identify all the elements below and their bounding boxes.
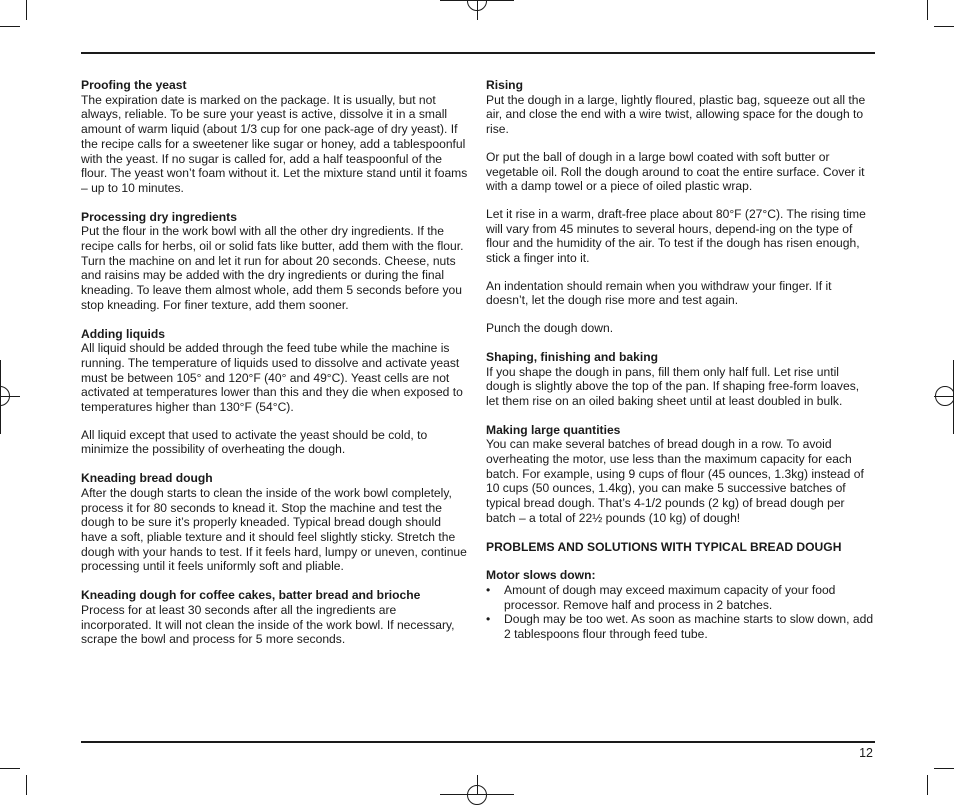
crop-mark [26,775,27,795]
paragraph: Put the flour in the work bowl with all the other dry ingredients. If the recipe calls for herbs, oil or solid fats like butter, add them with the flour. Turn the machine on and let it run for about 20 seconds. Cheese, nuts and raisins may be added with the dry ingredients or during the final kneading. To leave them almost whole, add them 5 seconds before you stop kneading. For finer texture, add them sooner. [81,224,464,312]
left-column [81,78,469,647]
bullet-icon: • [486,582,491,597]
list-item [486,612,874,641]
section-title: Kneading dough for coffee cakes, batter bread and brioche [81,588,421,603]
section-title: Motor slows down: [486,568,596,583]
section-title: Making large quantities [486,422,621,437]
section-kneading-bread-dough [81,471,469,574]
registration-mark-line [477,775,478,795]
section-title: Shaping, finishing and baking [486,349,658,364]
crop-mark [927,775,928,795]
registration-mark-line [934,396,954,397]
crop-mark [26,0,27,20]
problems-heading: PROBLEMS AND SOLUTIONS WITH TYPICAL BREAD DOUGH [486,539,842,554]
paragraph: All liquid should be added through the feed tube while the machine is running. The temperature of liquids used to dissolve and activate yeast must be between 105° and 120°F (40° and 49°C). Yeast cells are not activated at temperatures lower than this and they die when exposed to temperatures higher than 130°F (54°C). [81,341,463,415]
section-rising [486,78,874,336]
section-title: Proofing the yeast [81,78,187,92]
section-adding-liquids [81,327,469,458]
paragraph: Punch the dough down. [486,321,614,336]
section-motor-slows-down [486,568,874,642]
section-making-large-quantities [486,423,874,526]
paragraph: You can make several batches of bread dough in a row. To avoid overheating the motor, use less than the maximum capacity for each batch. For example, using 9 cups of flour (45 ounces, 1.3kg) instead of 10 cups (50 ounces, 1.4kg), you can make 5 successive batches of typical bread dough. That’s 4-1/2 pounds (2 kg) of bread dough per batch – a total of 22½ pounds (10 kg) of dough! [486,437,864,525]
section-title: Processing dry ingredients [81,209,237,224]
paragraph: All liquid except that used to activate the yeast should be cold, to minimize the possibility of overheating the dough. [81,427,428,457]
crop-mark [934,26,954,27]
bullet-icon: • [486,612,491,627]
paragraph: The expiration date is marked on the package. It is usually, but not always, reliable. To be sure your yeast is active, dissolve it in a small amount of warm liquid (about 1/3 cup for one pack-age of dry yeast). If the recipe calls for a sweetener like sugar or honey, add a tablespoonful with the yeast. If no sugar is called for, add a half teaspoonful of the flour. The yeast won’t foam without it. Let the mixture stand until it foams – up to 10 minutes. [81,92,468,195]
footer-rule [81,741,875,743]
registration-mark-line [0,360,1,434]
crop-mark [0,768,20,769]
section-kneading-coffee-cakes [81,588,469,647]
section-title: Kneading bread dough [81,471,213,486]
registration-mark-line [0,396,20,397]
crop-mark [927,0,928,20]
paragraph: Process for at least 30 seconds after all the ingredients are incorporated. It will not clean the inside of the work bowl. If necessary, scrape the bowl and process for 5 more seconds. [81,602,455,647]
paragraph: Let it rise in a warm, draft-free place about 80°F (27°C). The rising time will vary from 45 minutes to several hours, depend-ing on the type of flour and the humidity of the air. To test if the dough has risen enough, stick a finger into it. [486,206,866,266]
paragraph: Or put the ball of dough in a large bowl coated with soft butter or vegetable oil. Roll the dough around to coat the entire surface. Cover it with a damp towel or a piece of oiled plastic wrap. [486,149,865,194]
header-rule [81,52,875,54]
crop-mark [934,768,954,769]
paragraph: Put the dough in a large, lightly floured, plastic bag, squeeze out all the air, and close the end with a wire twist, allowing space for the dough to rise. [486,92,866,137]
registration-mark-line [477,0,478,20]
right-column [486,78,874,642]
crop-mark [0,26,20,27]
section-proofing-yeast [81,78,469,196]
section-shaping-finishing-baking [486,350,874,409]
list-item-text: Amount of dough may exceed maximum capacity of your food processor. Remove half and process in 2 batches. [504,582,836,612]
section-processing-dry-ingredients [81,210,469,313]
bullet-list [486,583,874,642]
paragraph: If you shape the dough in pans, fill them only half full. Let rise until dough is slightly above the top of the pan. If shaping free-form loaves, let them rise on an oiled baking sheet until at least doubled in bulk. [486,364,860,408]
paragraph: After the dough starts to clean the inside of the work bowl completely, process it for 80 seconds to knead it. Stop the machine and test the dough to be sure it’s properly kneaded. Typical bread dough should have a soft, pliable texture and it should feel slightly sticky. Stretch the dough with your hands to test. If it feels hard, lumpy or uneven, continue processing until it feels uniformly soft and pliable. [81,485,467,574]
section-title: Rising [486,78,523,92]
page-number: 12 [859,746,873,760]
list-item [486,583,874,612]
paragraph: An indentation should remain when you withdraw your finger. If it doesn’t, let the dough rise more and test again. [486,278,832,308]
section-title: Adding liquids [81,326,165,341]
list-item-text: Dough may be too wet. As soon as machine starts to slow down, add 2 tablespoons flour through feed tube. [504,612,874,642]
